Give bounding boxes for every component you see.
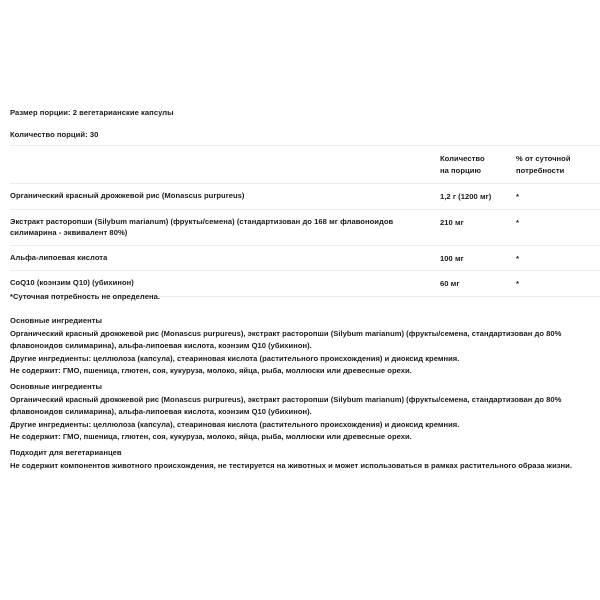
ingredient-name: Органический красный дрожжевой рис (Monascus purpureus) [10, 191, 245, 200]
daily-value-footnote: *Суточная потребность не определена. [10, 292, 160, 301]
section-paragraph-free-from: Не содержит: ГМО, пшеница, глютен, соя, кукуруза, молоко, яйца, рыба, моллюски или древесные орехи. [10, 366, 412, 376]
section-main-ingredients-2 [10, 381, 592, 444]
column-header-ingredient [10, 146, 440, 184]
ingredient-daily-value: * [516, 192, 519, 201]
table-row [10, 245, 600, 271]
supplement-facts-table [10, 145, 600, 297]
ingredient-name: CoQ10 (коэнзим Q10) (убихинон) [10, 278, 134, 287]
table-row [10, 209, 600, 245]
serving-size: Размер порции: 2 вегетарианские капсулы [10, 108, 174, 117]
servings-per-container: Количество порций: 30 [10, 130, 99, 139]
column-header-amount-line2: на порцию [440, 165, 481, 175]
section-paragraph-other-ingredients: Другие ингредиенты: целлюлоза (капсула), стеариновая кислота (растительного происхождения) и диоксид кремния. [10, 353, 460, 363]
table-body [10, 184, 600, 297]
table-header-row [10, 146, 600, 184]
section-paragraph-vegetarian-info: Не содержит компонентов животного происхождения, не тестируется на животных и может использоваться в рамках растительного образа жизни. [10, 460, 572, 470]
ingredient-amount: 1,2 г (1200 мг) [440, 192, 492, 201]
column-header-amount-per-serving [440, 146, 516, 184]
section-paragraph-other-ingredients: Другие ингредиенты: целлюлоза (капсула), стеариновая кислота (растительного происхождения) и диоксид кремния. [10, 419, 460, 429]
ingredient-name: Экстракт расторопши (Silybum marianum) (фрукты/семена) (стандартизован до 168 мг флавоноидов силимарина - эквивалент 80%) [10, 216, 394, 237]
section-heading: Основные ингредиенты [10, 316, 103, 325]
ingredient-daily-value: * [516, 279, 519, 288]
column-header-daily-value [516, 146, 600, 184]
section-main-ingredients-1 [10, 315, 592, 378]
ingredient-amount: 210 мг [440, 217, 464, 227]
section-paragraph-active-ingredients: Органический красный дрожжевой рис (Monascus purpureus), экстракт расторопши (Silybum marianum) (фрукты/семена, стандартизован до 80% флавоноидов силимарина), альфа-липоевая кислота, коэнзим Q10 (убихинон). [10, 394, 562, 417]
table-row [10, 184, 600, 210]
column-header-amount-line1: Количество [440, 154, 485, 163]
column-header-dv-line2: потребности [516, 165, 565, 175]
table-head [10, 146, 600, 184]
section-paragraph-free-from: Не содержит: ГМО, пшеница, глютен, соя, кукуруза, молоко, яйца, рыба, моллюски или древесные орехи. [10, 432, 412, 442]
ingredient-daily-value: * [516, 217, 519, 227]
ingredient-daily-value: * [516, 253, 519, 263]
serving-info [10, 107, 590, 141]
ingredient-amount: 60 мг [440, 279, 460, 288]
section-heading: Подходит для вегетарианцев [10, 448, 122, 457]
section-paragraph-active-ingredients: Органический красный дрожжевой рис (Monascus purpureus), экстракт расторопши (Silybum marianum) (фрукты/семена, стандартизован до 80% флавоноидов силимарина), альфа-липоевая кислота, коэнзим Q10 (убихинон). [10, 328, 562, 351]
section-vegetarian [10, 447, 592, 472]
ingredient-name: Альфа-липоевая кислота [10, 252, 108, 262]
section-heading: Основные ингредиенты [10, 382, 103, 391]
column-header-dv-line1: % от суточной [516, 154, 571, 163]
ingredient-amount: 100 мг [440, 253, 464, 263]
